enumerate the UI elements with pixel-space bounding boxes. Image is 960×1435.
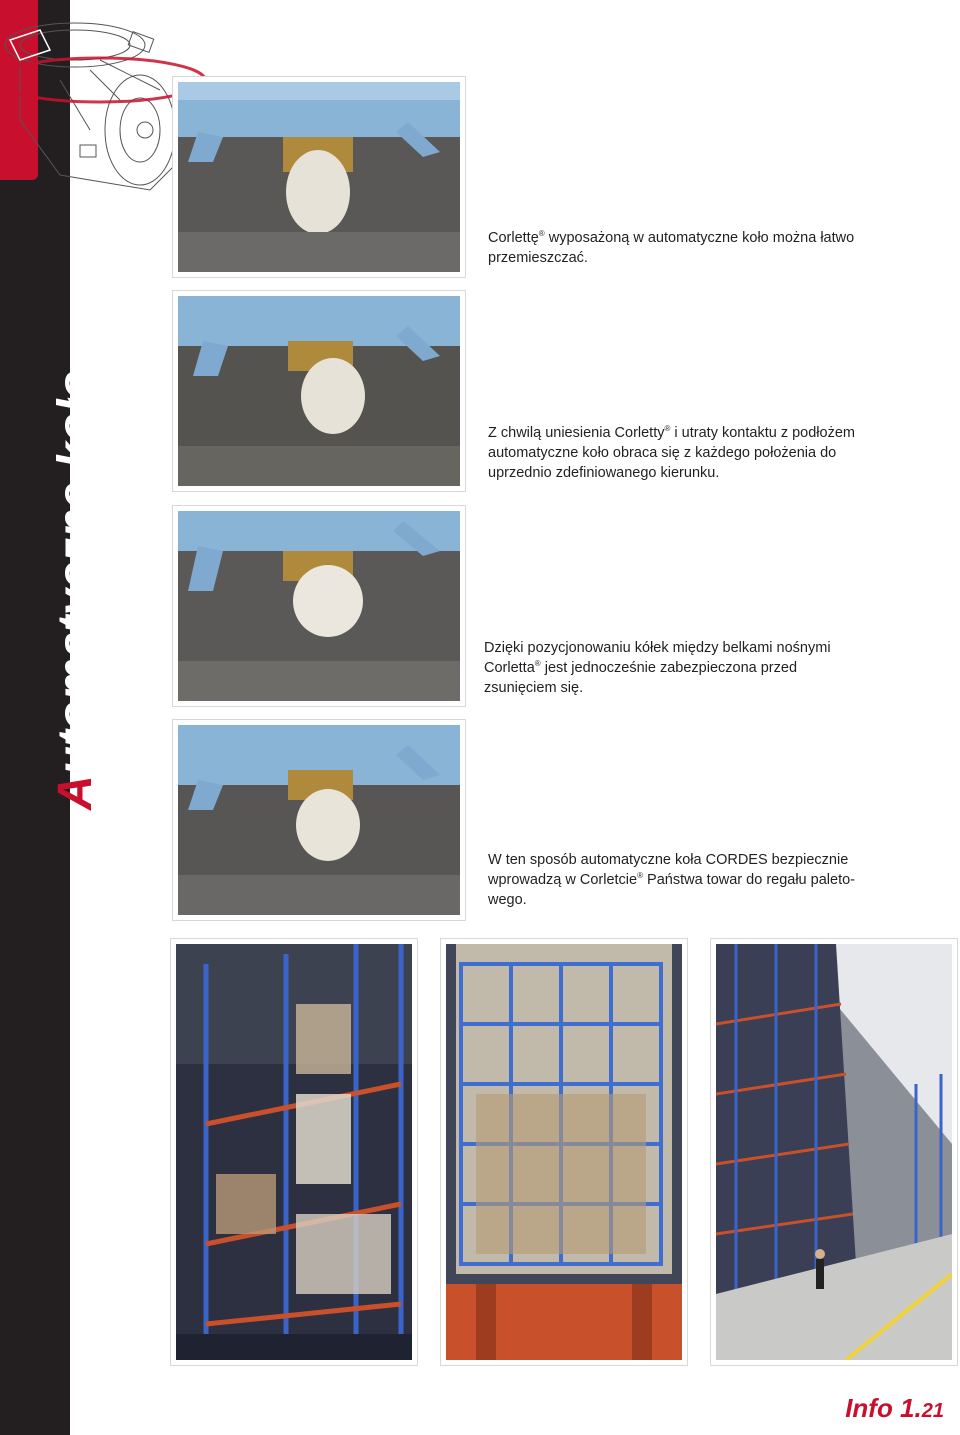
registered-mark: ® [664,424,671,434]
caster-wheel-image [178,511,460,701]
caption-4-text-a: W ten sposób automatyczne koła CORDES bezpiecznie wprowadzą w Corletcie [488,852,849,888]
page-number: 21 [921,1400,944,1422]
photo-mesh-container [440,938,688,1366]
photo-caster-1 [172,76,466,278]
caption-1-text-a: Corlettę [488,230,539,246]
warehouse-rack-image [176,944,412,1360]
registered-mark: ® [538,229,545,239]
caption-1-text-b: wyposażoną w automatyczne koło można łatwo przemieszczać. [488,230,855,266]
sidebar-title [49,369,102,810]
title-rest: utomatyczne koło [49,369,102,776]
mesh-container-image [446,944,682,1360]
caption-2 [488,423,898,483]
photo-warehouse-racks [170,938,418,1366]
caster-wheel-image [178,296,460,486]
registered-mark: ® [637,871,643,881]
warehouse-aisle-image [716,944,952,1360]
photo-caster-3 [172,505,466,707]
page-footer [845,1395,944,1421]
caption-2-text-b: i utraty kontaktu z podłożem automatyczne koło obraca się z każdego położenia do uprzednio zdefiniowanego kierunku. [488,425,855,481]
photo-caster-4 [172,719,466,921]
caption-2-text-a: Z chwilą uniesienia Corletty [488,425,665,441]
caster-wheel-image [178,82,460,272]
registered-mark: ® [534,659,541,669]
caption-3-text-b: jest jednocześnie zabezpieczona przed zsunięciem się. [484,660,798,696]
caption-4-text-b: Państwa towar do regału paleto-wego. [488,872,855,908]
photo-caster-2 [172,290,466,492]
caption-4 [488,850,888,910]
info-label: Info 1. [845,1393,922,1423]
sidebar [0,0,102,1435]
title-initial: A [49,775,102,810]
photo-warehouse-aisle [710,938,958,1366]
caption-3 [484,638,864,698]
caster-wheel-image [178,725,460,915]
caption-3-text-a: Dzięki pozycjonowaniu kółek między belkami nośnymi Corletta [484,640,831,676]
caption-1 [488,228,888,268]
